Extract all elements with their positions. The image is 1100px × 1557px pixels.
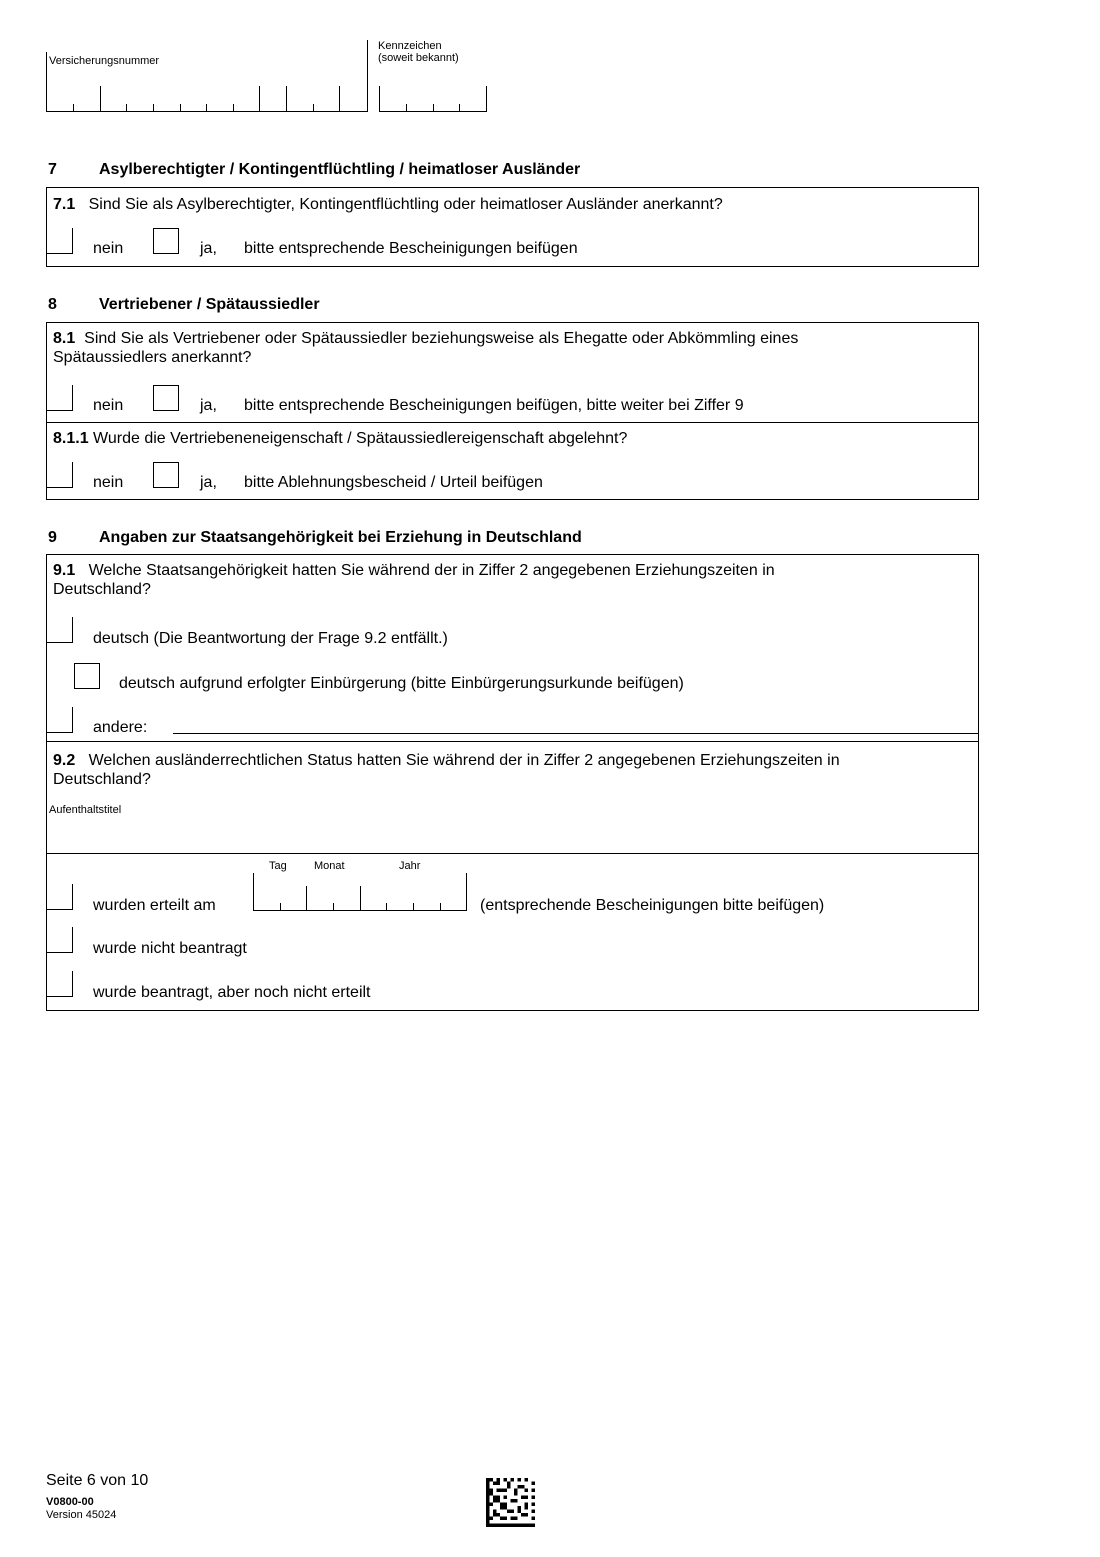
question-9-1-text-line1: Welche Staatsangehörigkeit hatten Sie während der in Ziffer 2 angegebenen Erziehungszeiten in bbox=[88, 562, 775, 579]
label-8-1-1-no: nein bbox=[93, 474, 124, 491]
label-9-1-other: andere: bbox=[93, 719, 148, 736]
label-8-1-1-yes: ja, bbox=[200, 474, 217, 491]
label-8-1-yes: ja, bbox=[200, 397, 217, 414]
other-nationality-input[interactable] bbox=[173, 733, 978, 734]
question-9-2-text-line1: Welchen ausländerrechtlichen Status hatten Sie während der in Ziffer 2 angegebenen Erziehungszeiten in bbox=[88, 752, 840, 769]
section-8-title: Vertriebener / Spätaussiedler bbox=[99, 296, 320, 313]
question-9-1-text-line2: Deutschland? bbox=[53, 581, 151, 598]
question-9-1 bbox=[53, 561, 968, 599]
divider-residence bbox=[47, 853, 978, 854]
residence-permit-label: Aufenthaltstitel bbox=[49, 804, 122, 816]
section-8-box bbox=[46, 322, 979, 500]
divider-8-1-1 bbox=[47, 422, 978, 423]
question-9-2-number: 9.2 bbox=[53, 752, 76, 769]
section-9-heading bbox=[48, 529, 978, 547]
question-8-1-1-number: 8.1.1 bbox=[53, 430, 89, 447]
section-8-number: 8 bbox=[48, 296, 57, 313]
mark-label-line2: (soweit bekannt) bbox=[378, 52, 459, 64]
checkbox-8-1-1-no[interactable] bbox=[47, 462, 73, 488]
question-7-1-text: Sind Sie als Asylberechtigter, Kontingentflüchtling oder heimatloser Ausländer anerkannt? bbox=[88, 196, 723, 213]
page-number: Seite 6 von 10 bbox=[46, 1472, 149, 1489]
date-label-month: Monat bbox=[314, 860, 345, 872]
question-9-2-text-line2: Deutschland? bbox=[53, 771, 151, 788]
note-7-1-yes: bitte entsprechende Bescheinigungen beifügen bbox=[244, 240, 578, 257]
label-9-2-applied: wurde beantragt, aber noch nicht erteilt bbox=[93, 984, 371, 1001]
note-8-1-1-yes: bitte Ablehnungsbescheid / Urteil beifügen bbox=[244, 474, 543, 491]
version-label: Version 45024 bbox=[46, 1509, 117, 1521]
question-8-1-text-line1: Sind Sie als Vertriebener oder Spätaussiedler beziehungsweise als Ehegatte oder Abkömmling eines bbox=[84, 330, 799, 347]
section-8-heading bbox=[48, 296, 978, 314]
label-9-1-german: deutsch (Die Beantwortung der Frage 9.2 entfällt.) bbox=[93, 630, 448, 647]
question-8-1 bbox=[53, 329, 968, 367]
date-label-year: Jahr bbox=[399, 860, 421, 872]
checkbox-9-2-applied[interactable] bbox=[47, 971, 73, 997]
checkbox-8-1-no[interactable] bbox=[47, 385, 73, 411]
question-8-1-text-line2: Spätaussiedlers anerkannt? bbox=[53, 349, 252, 366]
mark-label bbox=[378, 40, 459, 64]
form-code: V0800-00 bbox=[46, 1496, 94, 1508]
granted-date-field[interactable] bbox=[253, 873, 467, 911]
insurance-number-field[interactable] bbox=[46, 40, 368, 112]
checkbox-9-1-german[interactable] bbox=[47, 617, 73, 643]
label-9-2-not-applied: wurde nicht beantragt bbox=[93, 940, 247, 957]
label-8-1-no: nein bbox=[93, 397, 124, 414]
question-7-1-number: 7.1 bbox=[53, 196, 76, 213]
divider-9-2 bbox=[47, 741, 978, 742]
label-9-1-naturalized: deutsch aufgrund erfolgter Einbürgerung (bitte Einbürgerungsurkunde beifügen) bbox=[119, 675, 684, 692]
section-7-heading bbox=[48, 161, 978, 179]
granted-note: (entsprechende Bescheinigungen bitte beifügen) bbox=[480, 897, 825, 914]
mark-label-line1: Kennzeichen bbox=[378, 40, 442, 52]
question-9-2 bbox=[53, 751, 973, 789]
date-label-day: Tag bbox=[269, 860, 287, 872]
question-8-1-1 bbox=[53, 429, 627, 448]
checkbox-9-2-not-applied[interactable] bbox=[47, 927, 73, 953]
question-7-1 bbox=[53, 195, 723, 214]
checkbox-9-2-granted[interactable] bbox=[47, 884, 73, 910]
section-7-title: Asylberechtigter / Kontingentflüchtling / heimatloser Ausländer bbox=[99, 161, 581, 178]
checkbox-8-1-yes[interactable] bbox=[153, 385, 179, 411]
note-8-1-yes: bitte entsprechende Bescheinigungen beifügen, bitte weiter bei Ziffer 9 bbox=[244, 397, 744, 414]
question-9-1-number: 9.1 bbox=[53, 562, 76, 579]
section-7-box bbox=[46, 187, 979, 267]
section-9-title: Angaben zur Staatsangehörigkeit bei Erziehung in Deutschland bbox=[99, 529, 582, 546]
checkbox-8-1-1-yes[interactable] bbox=[153, 462, 179, 488]
mark-field[interactable] bbox=[379, 86, 487, 112]
label-9-2-granted: wurden erteilt am bbox=[93, 897, 216, 914]
insurance-number-label: Versicherungsnummer bbox=[49, 55, 160, 67]
datamatrix-code bbox=[486, 1478, 535, 1527]
checkbox-9-1-other[interactable] bbox=[47, 707, 73, 733]
section-9-number: 9 bbox=[48, 529, 57, 546]
question-8-1-number: 8.1 bbox=[53, 330, 76, 347]
label-7-1-no: nein bbox=[93, 240, 124, 257]
question-8-1-1-text: Wurde die Vertriebeneneigenschaft / Spätaussiedlereigenschaft abgelehnt? bbox=[93, 430, 628, 447]
checkbox-7-1-no[interactable] bbox=[47, 228, 73, 254]
label-7-1-yes: ja, bbox=[200, 240, 217, 257]
section-9-box bbox=[46, 554, 979, 1011]
section-7-number: 7 bbox=[48, 161, 57, 178]
checkbox-7-1-yes[interactable] bbox=[153, 228, 179, 254]
checkbox-9-1-naturalized[interactable] bbox=[74, 663, 100, 689]
